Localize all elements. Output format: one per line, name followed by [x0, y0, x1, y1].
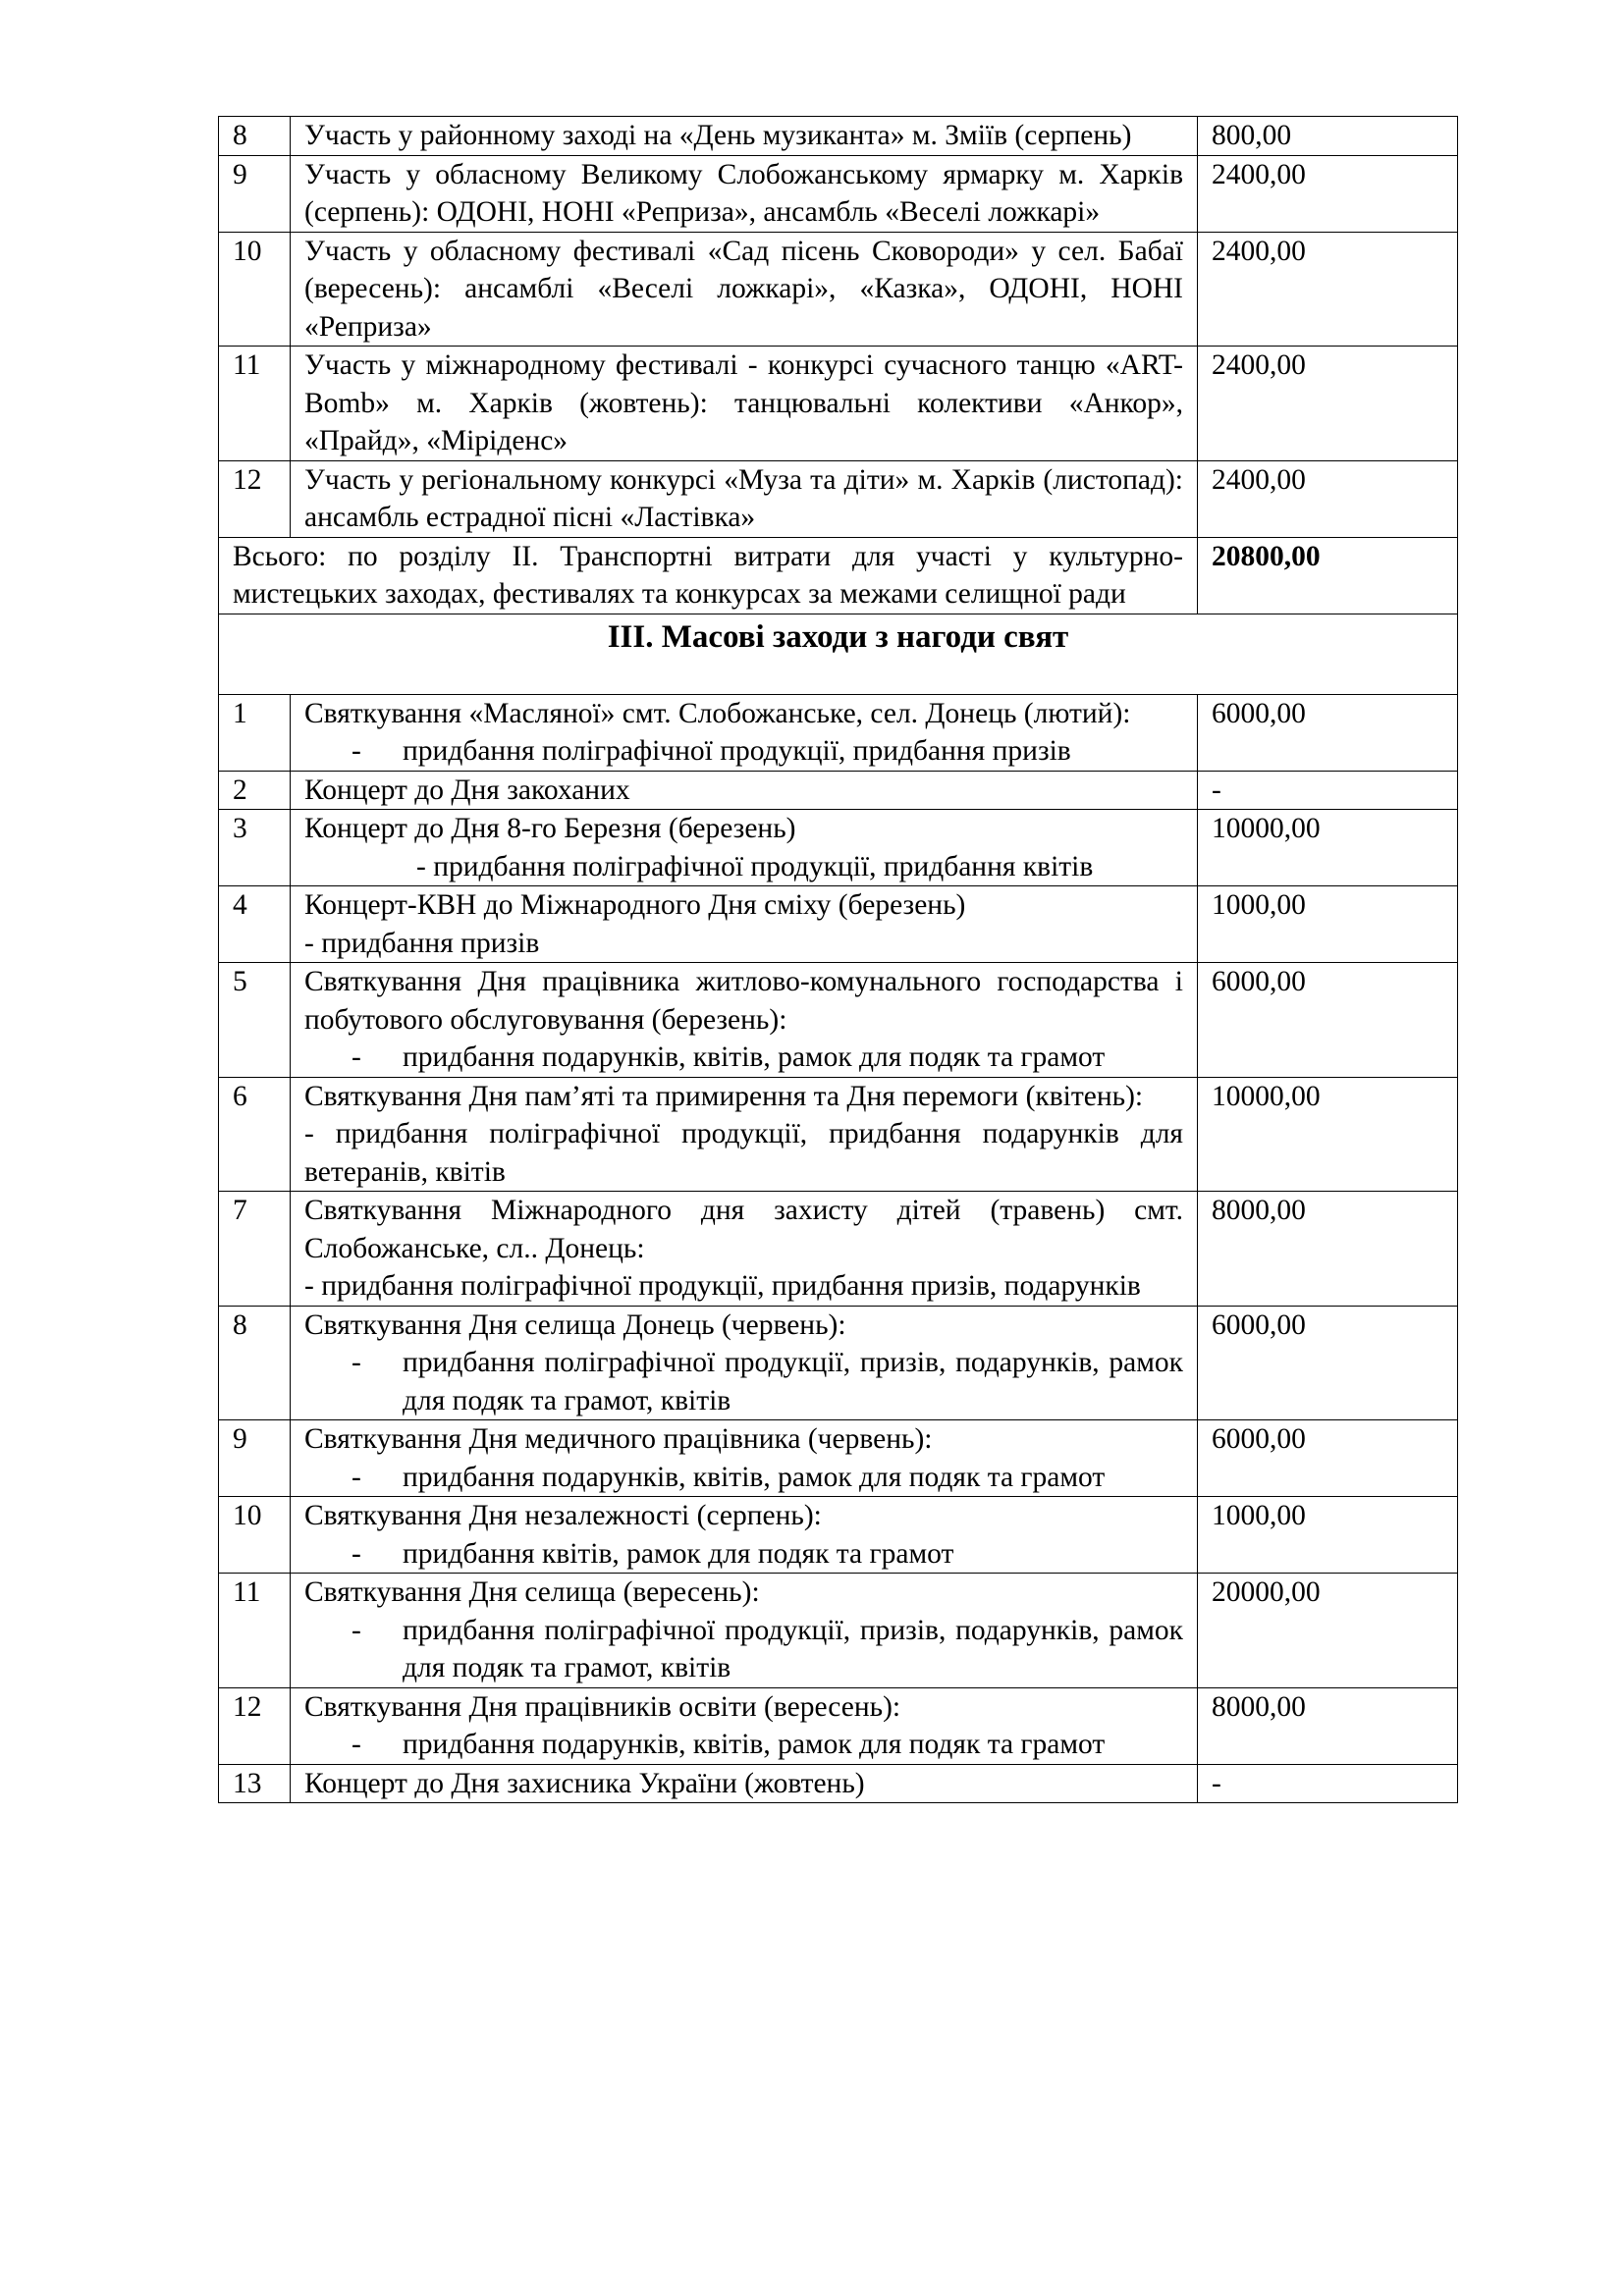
- row-title: Святкування Дня незалежності (серпень):: [304, 1500, 822, 1531]
- total-row: [219, 537, 1458, 614]
- row-number: 5: [219, 963, 291, 1078]
- row-number: 12: [219, 460, 291, 537]
- row-description: [291, 1192, 1198, 1307]
- row-description: [291, 1764, 1198, 1803]
- row-description: Участь у регіональному конкурсі «Муза та діти» м. Харків (листопад): ансамбль естрадної пісні «Ластівка»: [291, 460, 1198, 537]
- row-subitem: [304, 1726, 1183, 1764]
- row-title: Святкування Дня працівника житлово-комунального господарства і побутового обслуговування (березень):: [304, 966, 1183, 1036]
- row-amount: 2400,00: [1198, 232, 1458, 347]
- row-subitem: [304, 1344, 1183, 1419]
- row-amount: 6000,00: [1198, 694, 1458, 771]
- row-subitem: [304, 1612, 1183, 1687]
- row-description: [291, 694, 1198, 771]
- section-3-header: [219, 614, 1458, 694]
- row-description: [291, 963, 1198, 1078]
- table-row: [219, 1192, 1458, 1307]
- section-heading: ІІІ. Масові заходи з нагоди свят: [219, 614, 1458, 694]
- row-title: Концерт-КВН до Міжнародного Дня сміху (березень): [304, 889, 966, 921]
- table-row: [219, 155, 1458, 232]
- table-row: [219, 1687, 1458, 1764]
- table-row: [219, 117, 1458, 156]
- row-title: Святкування Дня медичного працівника (червень):: [304, 1423, 933, 1455]
- budget-table: [218, 116, 1458, 1803]
- row-amount: 10000,00: [1198, 1077, 1458, 1192]
- row-amount: 6000,00: [1198, 963, 1458, 1078]
- section-3-rows: [219, 694, 1458, 1803]
- row-amount: 1000,00: [1198, 1497, 1458, 1574]
- row-title: Святкування Дня селища Донець (червень):: [304, 1308, 846, 1341]
- row-number: 6: [219, 1077, 291, 1192]
- row-description: [291, 886, 1198, 963]
- row-number: 12: [219, 1687, 291, 1764]
- dash-marker: -: [352, 1729, 361, 1760]
- table-row: [219, 460, 1458, 537]
- row-number: 1: [219, 694, 291, 771]
- dash-marker: -: [352, 735, 361, 767]
- row-description: [291, 1077, 1198, 1192]
- subitem-text: придбання поліграфічної продукції, придбання призів: [403, 735, 1071, 767]
- row-amount: 10000,00: [1198, 810, 1458, 886]
- total-amount: 20800,00: [1198, 537, 1458, 614]
- row-description: [291, 1306, 1198, 1420]
- dash-marker: -: [352, 1614, 361, 1646]
- dash-marker: -: [352, 1461, 361, 1493]
- row-number: 11: [219, 1574, 291, 1688]
- row-title: Святкування Дня працівників освіти (вересень):: [304, 1690, 901, 1723]
- row-subitem: - придбання поліграфічної продукції, придбання квітів: [416, 850, 1094, 882]
- row-title: Концерт до Дня 8-го Березня (березень): [304, 813, 796, 844]
- table-row: [219, 1306, 1458, 1420]
- subitem-text: придбання квітів, рамок для подяк та грамот: [403, 1537, 954, 1570]
- row-number: 11: [219, 347, 291, 461]
- row-amount: 8000,00: [1198, 1687, 1458, 1764]
- row-title: Святкування Міжнародного дня захисту дітей (травень) смт. Слобожанське, сл.. Донець:: [304, 1195, 1183, 1264]
- section-2-rows: [219, 117, 1458, 538]
- table-row: [219, 694, 1458, 771]
- row-description: [291, 1420, 1198, 1497]
- table-row: [219, 1764, 1458, 1803]
- row-number: 3: [219, 810, 291, 886]
- row-amount: 800,00: [1198, 117, 1458, 156]
- row-amount: 20000,00: [1198, 1574, 1458, 1688]
- row-title: Концерт до Дня закоханих: [304, 774, 630, 806]
- table-row: [219, 771, 1458, 810]
- row-description: [291, 1687, 1198, 1764]
- table-row: [219, 1420, 1458, 1497]
- row-amount: 2400,00: [1198, 460, 1458, 537]
- row-number: 2: [219, 771, 291, 810]
- row-amount: 6000,00: [1198, 1420, 1458, 1497]
- row-description: [291, 1497, 1198, 1574]
- row-description: Участь у обласному Великому Слобожанському ярмарку м. Харків (серпень): ОДОНІ, НОНІ «Реприза», ансамбль «Веселі ложкарі»: [291, 155, 1198, 232]
- row-subitem: [304, 1459, 1183, 1497]
- row-number: 7: [219, 1192, 291, 1307]
- row-title: Святкування Дня пам’яті та примирення та Дня перемоги (квітень):: [304, 1080, 1144, 1112]
- row-amount: 8000,00: [1198, 1192, 1458, 1307]
- row-description: Участь у обласному фестивалі «Сад пісень Сковороди» у сел. Бабаї (вересень): ансамблі «Веселі ложкарі», «Казка», ОДОНІ, НОНІ «Реприза»: [291, 232, 1198, 347]
- row-number: 13: [219, 1764, 291, 1803]
- row-subitem: [304, 1039, 1183, 1077]
- row-number: 9: [219, 155, 291, 232]
- row-number: 8: [219, 1306, 291, 1420]
- table-row: [219, 1077, 1458, 1192]
- table-row: [219, 886, 1458, 963]
- table-row: [219, 810, 1458, 886]
- row-subitem: - придбання призів: [304, 927, 540, 959]
- total-label: Всього: по розділу ІІ. Транспортні витрати для участі у культурно-мистецьких заходах, фестивалях та конкурсах за межами селищної ради: [219, 537, 1198, 614]
- subitem-text: придбання подарунків, квітів, рамок для подяк та грамот: [403, 1729, 1106, 1760]
- row-description: [291, 810, 1198, 886]
- table-row: [219, 232, 1458, 347]
- row-number: 10: [219, 232, 291, 347]
- subitem-text: придбання поліграфічної продукції, призів, подарунків, рамок для подяк та грамот, квітів: [403, 1347, 1183, 1416]
- row-title: Концерт до Дня захисника України (жовтень): [304, 1767, 865, 1799]
- row-number: 8: [219, 117, 291, 156]
- table-row: [219, 1497, 1458, 1574]
- row-amount: 2400,00: [1198, 347, 1458, 461]
- row-description: [291, 1574, 1198, 1688]
- row-amount: 2400,00: [1198, 155, 1458, 232]
- dash-marker: -: [352, 1347, 361, 1378]
- subitem-text: придбання поліграфічної продукції, призів, подарунків, рамок для подяк та грамот, квітів: [403, 1614, 1183, 1683]
- row-description: Участь у районному заході на «День музиканта» м. Зміїв (серпень): [291, 117, 1198, 156]
- row-subitem: [304, 732, 1183, 771]
- table-row: [219, 347, 1458, 461]
- row-amount: 1000,00: [1198, 886, 1458, 963]
- row-title: Святкування «Масляної» смт. Слобожанське, сел. Донець (лютий):: [304, 697, 1131, 729]
- row-number: 4: [219, 886, 291, 963]
- dash-marker: -: [352, 1041, 361, 1073]
- row-number: 9: [219, 1420, 291, 1497]
- table-row: [219, 1574, 1458, 1688]
- row-description: Участь у міжнародному фестивалі - конкурсі сучасного танцю «ART-Bomb» м. Харків (жовтень): танцювальні колективи «Анкор», «Прайд», «Міріденс»: [291, 347, 1198, 461]
- table-row: [219, 963, 1458, 1078]
- row-subitem: - придбання поліграфічної продукції, придбання призів, подарунків: [304, 1270, 1141, 1302]
- row-amount: -: [1198, 771, 1458, 810]
- row-number: 10: [219, 1497, 291, 1574]
- row-amount: -: [1198, 1764, 1458, 1803]
- row-subitem: - придбання поліграфічної продукції, придбання подарунків для ветеранів, квітів: [304, 1118, 1183, 1188]
- subitem-text: придбання подарунків, квітів, рамок для подяк та грамот: [403, 1461, 1106, 1493]
- section-2-total: [219, 537, 1458, 614]
- row-title: Святкування Дня селища (вересень):: [304, 1576, 760, 1608]
- subitem-text: придбання подарунків, квітів, рамок для подяк та грамот: [403, 1041, 1106, 1073]
- section-heading-row: [219, 614, 1458, 694]
- row-subitem: [304, 1535, 1183, 1574]
- row-amount: 6000,00: [1198, 1306, 1458, 1420]
- dash-marker: -: [352, 1537, 361, 1570]
- row-description: [291, 771, 1198, 810]
